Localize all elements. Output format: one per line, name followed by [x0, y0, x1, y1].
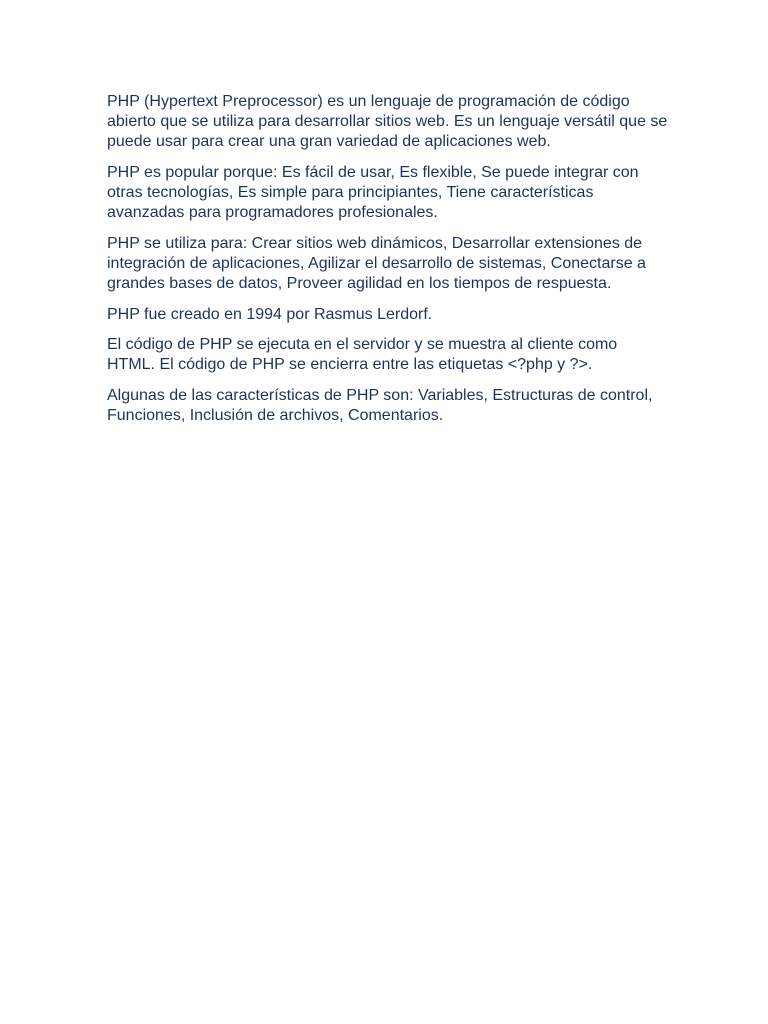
paragraph-php-execution: El código de PHP se ejecuta en el servidor y se muestra al cliente como HTML. El código de PHP se encierra entre las etiquetas <?php y ?>.: [107, 336, 618, 374]
paragraph-php-features: Algunas de las características de PHP son: Variables, Estructuras de control, Funciones, Inclusión de archivos, Comentarios.: [107, 386, 653, 425]
paragraph-php-origin: PHP fue creado en 1994 por Rasmus Lerdorf.: [107, 305, 433, 323]
paragraph-php-popularity: PHP es popular porque: Es fácil de usar, Es flexible, Se puede integrar con otras tecnologías, Es simple para principiantes, Tiene características avanzadas para programadores profesionales.: [107, 163, 639, 222]
document-body: [107, 92, 669, 437]
paragraph-php-uses: PHP se utiliza para: Crear sitios web dinámicos, Desarrollar extensiones de integración de aplicaciones, Agilizar el desarrollo de sistemas, Conectarse a grandes bases de datos, Proveer agilidad en los tiempos de respuesta.: [107, 234, 646, 293]
paragraph-php-definition: PHP (Hypertext Preprocessor) es un lenguaje de programación de código abierto que se utiliza para desarrollar sitios web. Es un lenguaje versátil que se puede usar para crear una gran variedad de aplicaciones web.: [107, 93, 668, 151]
